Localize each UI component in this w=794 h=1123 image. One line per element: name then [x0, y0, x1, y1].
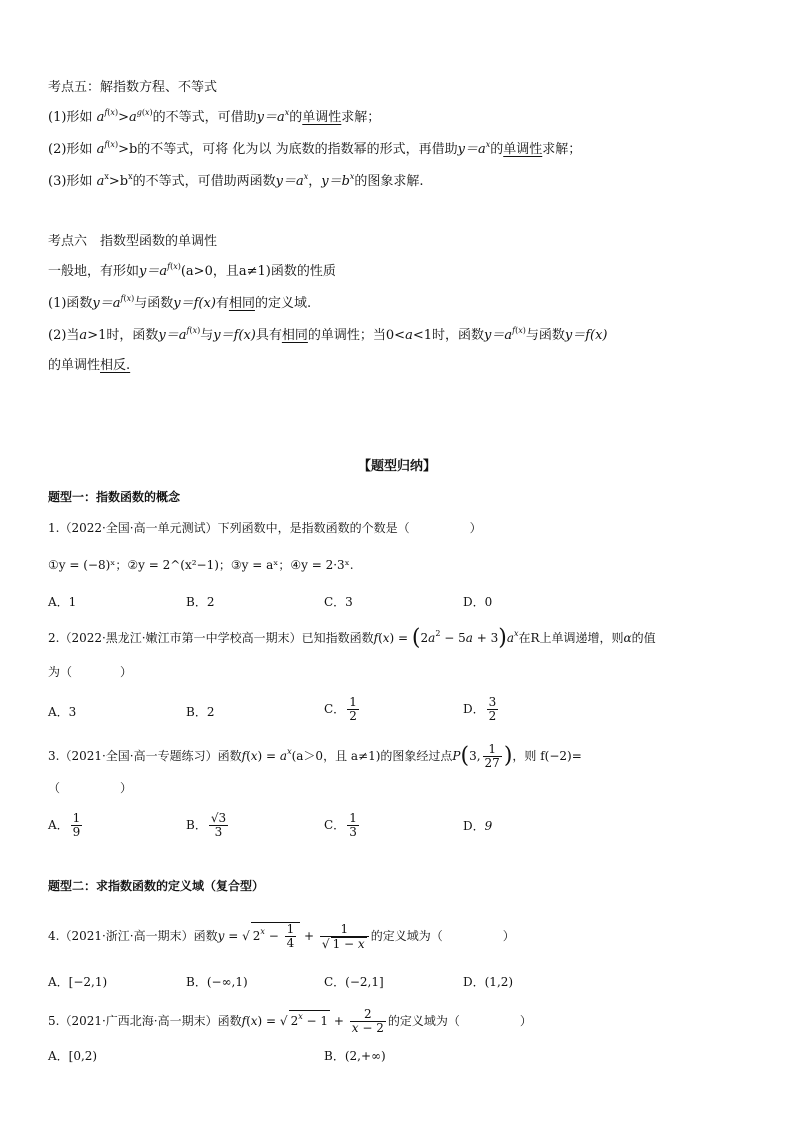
kp6-line2: (2)当a>1时，函数$y=a^{f(x)}$与y＝f(x)具有相同的单调性；当0<a<1时，函数$y=a^{f(x)}$与函数y＝f(x) — [48, 326, 608, 343]
q1-option-c: C．3 — [324, 595, 353, 609]
q2-stem-line2: 为（ ） — [48, 665, 133, 679]
kp5-line2: (2)形如 $a^{f(x)}>b$的不等式，可将 化为以 为底数的指数幂的形式，再借助$y=a^x$的单调性求解； — [48, 140, 582, 157]
q3-option-d: D．9 — [463, 819, 493, 833]
q4-option-b: B．(−∞,1) — [186, 975, 248, 989]
kp5-line3: (3)形如 $a^x>b^x$的不等式，可借助两函数$y=a^x$，$y=b^x$的图象求解. — [48, 172, 424, 189]
q3-option-c: C． $\frac{1}{3}$ — [324, 811, 357, 839]
q2-option-c: C． $\frac{1}{2}$ — [324, 695, 357, 723]
q5-option-a: A．[0,2) — [48, 1049, 98, 1063]
q4-option-c: C．(−2,1] — [324, 975, 384, 989]
q2-option-b: B．2 — [186, 705, 215, 719]
q1-items: ①y = (−8)ˣ；②y = 2^(x²−1)；③y = aˣ；④y = 2·3ˣ. — [48, 558, 354, 572]
section-title: 【题型归纳】 — [357, 459, 436, 474]
kp5-line1: (1)形如 $a^{f(x)}>a^{g(x)}$的不等式，可借助$y=a^x$的单调性求解； — [48, 108, 381, 125]
q3-stem-line1: 3.（2021·全国·高一专题练习）函数$f(x) = a^x(a>0$，且 a≠1)的图象经过点P(3, $\frac{1}{27}$ )，则 f(−2)= — [48, 742, 582, 770]
q5-stem: 5.（2021·广西北海·高一期末）函数f(x) = √ $2^x - 1$ + $\frac{2}{x - 2}$ 的定义域为（ ） — [48, 1007, 532, 1035]
type1-heading: 题型一：指数函数的概念 — [48, 490, 181, 504]
q3-stem-line2: （ ） — [48, 781, 133, 795]
q4-option-d: D．(1,2) — [463, 975, 514, 989]
q2-stem-line1: 2.（2022·黑龙江·嫩江市第一中学校高一期末）已知指数函数$f(x) = (2a^2 - 5a + 3)a^x$在R上单调递增，则α的值 — [48, 625, 656, 651]
q1-option-d: D．0 — [463, 595, 493, 609]
kp6-line3: 的单调性相反. — [48, 358, 131, 373]
q4-stem: 4.（2021·浙江·高一期末）函数y = √ $2^x$ − $\frac{1}{4}$ + $\frac{1}{√ 1 - x}$ 的定义域为（ ） — [48, 921, 515, 951]
kp6-line1: (1)函数$y=a^{f(x)}$与函数y＝f(x)有相同的定义域. — [48, 294, 312, 311]
q1-stem: 1.（2022·全国·高一单元测试）下列函数中，是指数函数的个数是（ ） — [48, 521, 482, 535]
q1-option-a: A．1 — [48, 595, 77, 609]
q2-option-d: D． $\frac{3}{2}$ — [463, 695, 497, 723]
q5-option-b: B．(2,+∞) — [324, 1049, 386, 1063]
kp5-title: 考点五：解指数方程、不等式 — [48, 80, 218, 95]
kp6-title: 考点六 指数型函数的单调性 — [48, 234, 218, 249]
q3-option-b: B． $\frac{√3}{3}$ — [186, 811, 227, 839]
type2-heading: 题型二：求指数函数的定义域（复合型） — [48, 879, 265, 893]
q1-option-b: B．2 — [186, 595, 215, 609]
kp6-intro: 一般地，有形如$y=a^{f(x)}(a>0$，且a≠1)函数的性质 — [48, 262, 336, 279]
q4-option-a: A．[−2,1) — [48, 975, 108, 989]
q2-option-a: A．3 — [48, 705, 77, 719]
q3-option-a: A． $\frac{1}{9}$ — [48, 811, 81, 839]
